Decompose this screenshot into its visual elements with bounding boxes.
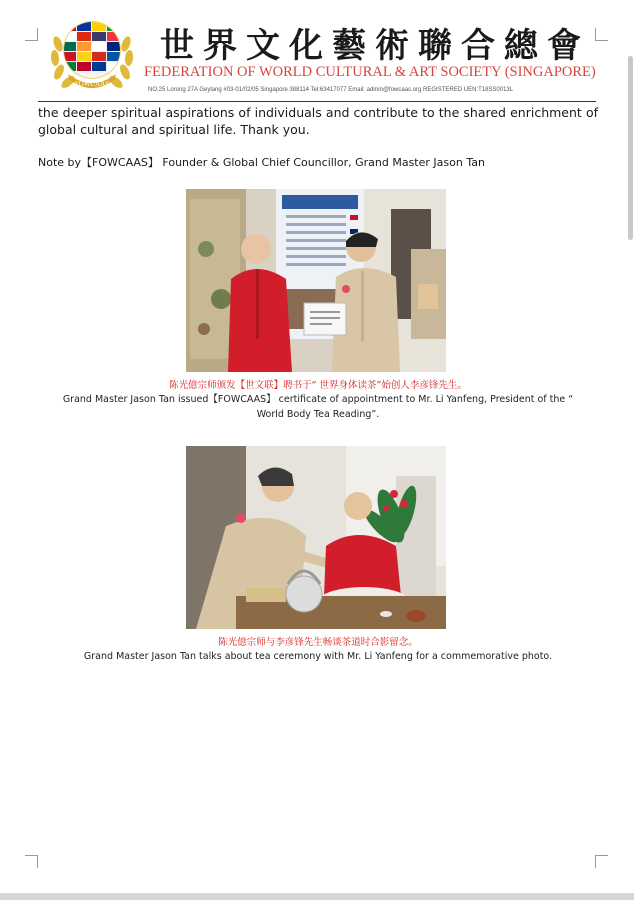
photo-certificate-presentation bbox=[186, 189, 446, 372]
figure-2-caption-english: Grand Master Jason Tan talks about tea ceremony with Mr. Li Yanfeng for a commemorative photo. bbox=[83, 651, 553, 662]
body-paragraph: the deeper spiritual aspirations of individuals and contribute to the shared enrichment of global cultural and spiritual life. Thank you. bbox=[38, 105, 598, 137]
logo-text: FOWCAAS bbox=[74, 80, 110, 88]
photo-tea-ceremony bbox=[186, 446, 446, 629]
crop-mark-bottom-left bbox=[25, 855, 38, 868]
vertical-scrollbar[interactable] bbox=[626, 0, 634, 893]
crop-mark-top-left bbox=[25, 28, 38, 41]
figure-1-caption-english-line-2: World Body Tea Reading”. bbox=[256, 409, 380, 420]
org-chinese-name: 世界文化藝術聯合總會 bbox=[160, 26, 590, 66]
crop-mark-bottom-right bbox=[595, 855, 608, 868]
scrollbar-thumb[interactable] bbox=[628, 56, 633, 240]
figure-1-caption-english-line-1: Grand Master Jason Tan issued【FOWCAAS】 certificate of appointment to Mr. Li Yanfeng, President of the “ bbox=[62, 394, 574, 405]
org-english-name: FEDERATION OF WORLD CULTURAL & ART SOCIETY (SINGAPORE) bbox=[144, 64, 596, 80]
bottom-edge-bar bbox=[0, 893, 634, 900]
header-divider bbox=[38, 101, 596, 102]
figure-2-caption-chinese: 陈光億宗师与李彦锋先生畅谈茶道时合影留念。 bbox=[218, 637, 418, 648]
fowcaas-logo bbox=[46, 14, 138, 96]
author-note: Note by【FOWCAAS】 Founder & Global Chief Councillor, Grand Master Jason Tan bbox=[38, 156, 485, 169]
figure-1-caption-chinese: 陈光億宗师颁发【世文联】聘书于“ 世界身体读茶”始创人李彦锋先生。 bbox=[169, 380, 467, 391]
org-address: NO.25 Lorong 27A Geylang #03-01/02/05 Singapore 388114 Tel:63417077 Email: admin@fowcaas.org REGISTERED UEN:T18SS0013L bbox=[148, 87, 514, 93]
